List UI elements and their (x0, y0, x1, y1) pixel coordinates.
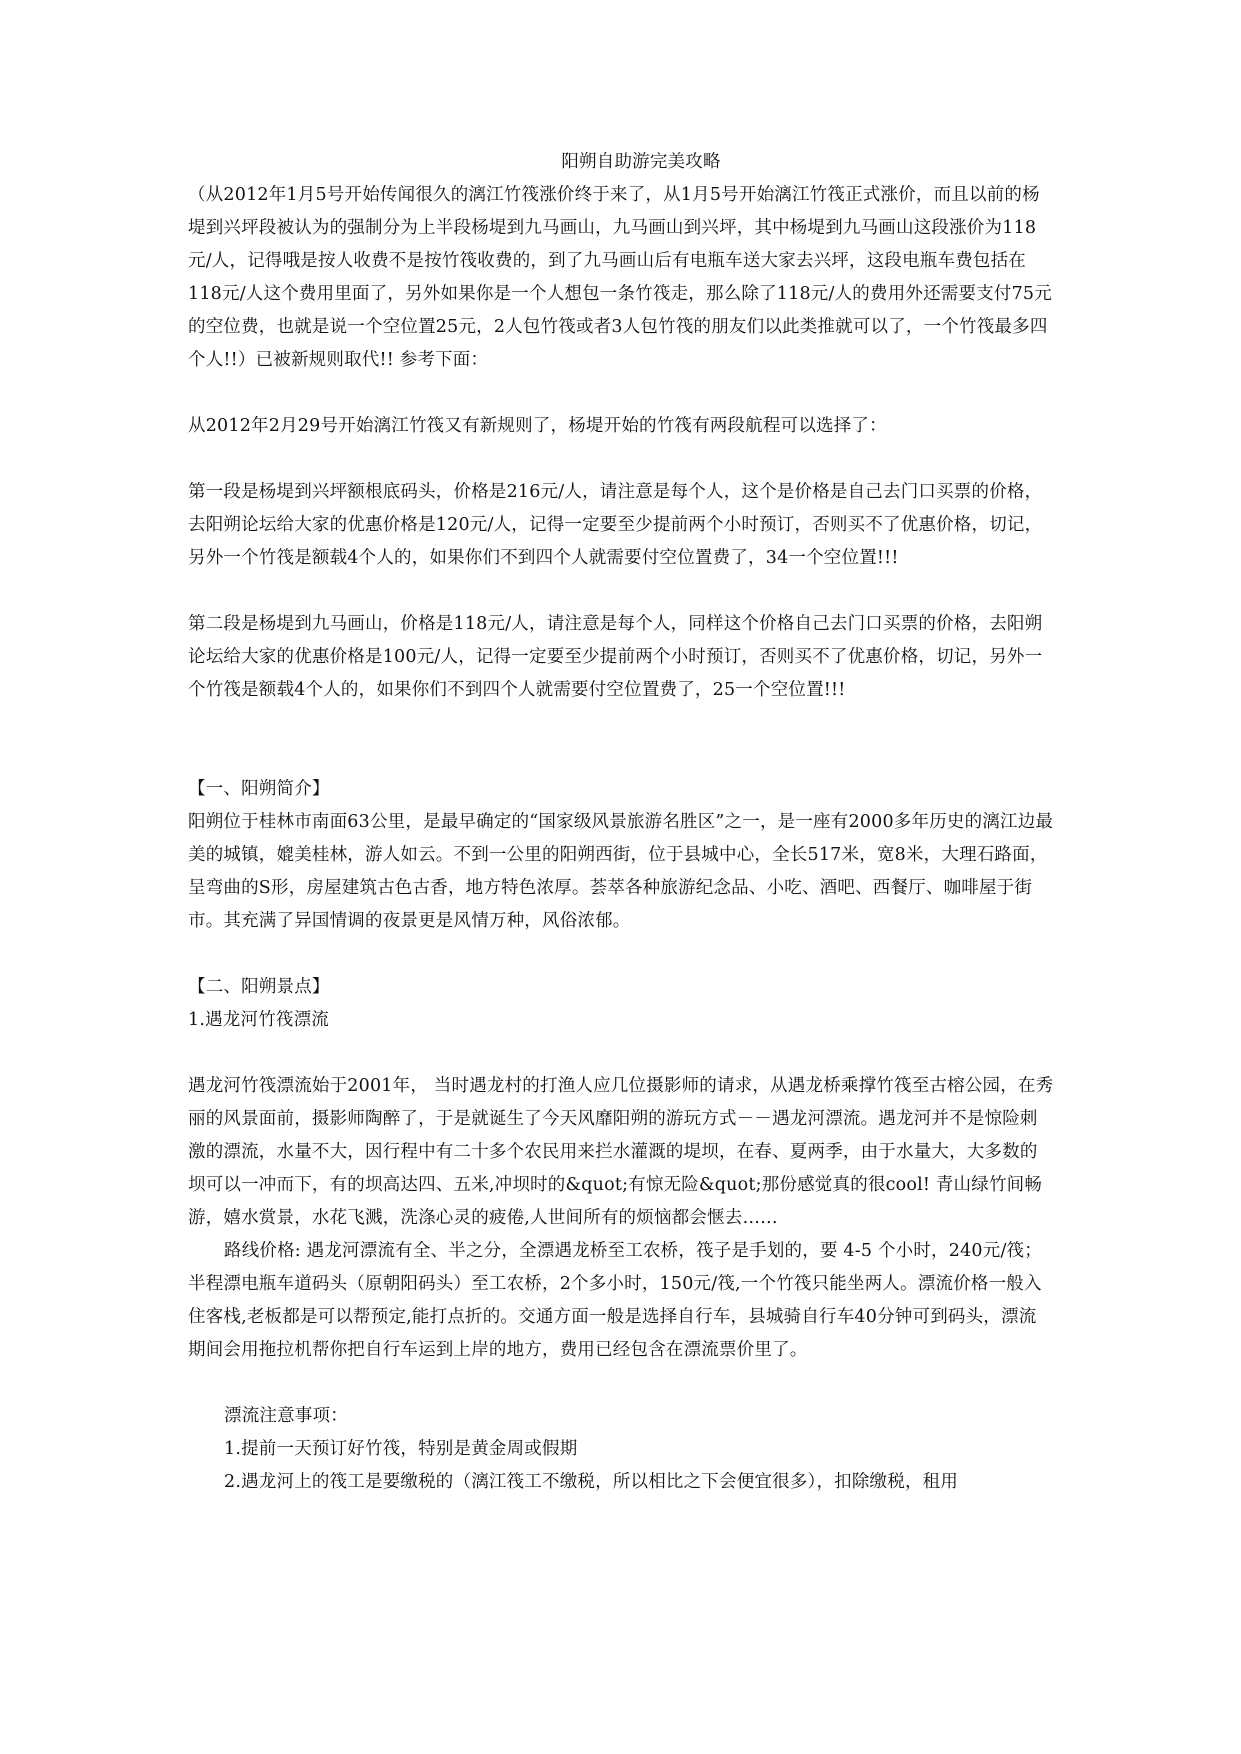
section-heading-intro: 【一、阳朔简介】 (188, 779, 330, 799)
rafting-description-paragraph: 遇龙河竹筏漂流始于2001年， 当时遇龙村的打渔人应几位摄影师的请求，从遇龙桥乘撑竹筏至古榕公园，在秀丽的风景面前，摄影师陶醉了，于是就诞生了今天风靡阳朔的游玩方式－－遇龙河漂流。遇龙河并不是惊险刺激的漂流，水量不大，因行程中有二十多个农民用来拦水灌溉的堤坝，在春、夏两季，由于水量大，大多数的坝可以一冲而下，有的坝高达四、五米,冲坝时的&quot;有惊无险&quot;那份感觉真的很cool! 青山绿竹间畅游，嬉水赏景，水花飞溅，洗涤心灵的疲倦,人世间所有的烦恼都会惬去…… (188, 1076, 1054, 1228)
blank-line (188, 1367, 1054, 1400)
document-title: 阳朔自助游完美攻略 (561, 152, 721, 172)
yangshuo-intro-paragraph: 阳朔位于桂林市南面63公里，是最早确定的“国家级风景旅游名胜区”之一，是一座有2000多年历史的漓江边最美的城镇，媲美桂林，游人如云。不到一公里的阳朔西街，位于县城中心，全长517米，宽8米，大理石路面，呈弯曲的S形，房屋建筑古色古香，地方特色浓厚。荟萃各种旅游纪念品、小吃、酒吧、西餐厅、咖啡屋于街市。其充满了异国情调的夜景更是风情万种，风俗浓郁。 (188, 812, 1054, 931)
section-heading-attractions: 【二、阳朔景点】 (188, 977, 330, 997)
blank-line (188, 707, 1054, 773)
blank-line (188, 377, 1054, 410)
note-item: 1.提前一天预订好竹筏，特别是黄金周或假期 (224, 1439, 578, 1459)
blank-line (188, 938, 1054, 971)
segment-two-paragraph: 第二段是杨堤到九马画山，价格是118元/人，请注意是每个人，同样这个价格自己去门口买票的价格，去阳朔论坛给大家的优惠价格是100元/人，记得一定要至少提前两个小时预订，否则买不了优惠价格，切记，另外一个竹筏是额载4个人的，如果你们不到四个人就需要付空位置费了，25一个空位置!!! (188, 614, 1043, 700)
blank-line (188, 443, 1054, 476)
segment-one-paragraph: 第一段是杨堤到兴坪额根底码头，价格是216元/人，请注意是每个人，这个是价格是自己去门口买票的价格，去阳朔论坛给大家的优惠价格是120元/人，记得一定要至少提前两个小时预订，否则买不了优惠价格，切记，另外一个竹筏是额载4个人的，如果你们不到四个人就需要付空位置费了，34一个空位置!!! (188, 482, 1043, 568)
document-body (188, 146, 1054, 1499)
note-item: 2.遇龙河上的筏工是要缴税的（漓江筏工不缴税，所以相比之下会便宜很多），扣除缴税，租用 (224, 1472, 959, 1492)
blank-line (188, 575, 1054, 608)
subsection-heading-rafting: 1.遇龙河竹筏漂流 (188, 1010, 329, 1030)
route-price-paragraph: 路线价格: 遇龙河漂流有全、半之分，全漂遇龙桥至工农桥，筏子是手划的，要 4-5 个小时，240元/筏；半程漂电瓶车道码头（原朝阳码头）至工农桥，2个多小时，150元/筏,一个竹筏只能坐两人。漂流价格一般入住客栈,老板都是可以帮预定,能打点折的。交通方面一般是选择自行车，县城骑自行车40分钟可到码头，漂流期间会用拖拉机帮你把自行车运到上岸的地方，费用已经包含在漂流票价里了。 (188, 1241, 1042, 1360)
intro-paragraph: （从2012年1月5号开始传闻很久的漓江竹筏涨价终于来了，从1月5号开始漓江竹筏正式涨价，而且以前的杨堤到兴坪段被认为的强制分为上半段杨堤到九马画山，九马画山到兴坪，其中杨堤到九马画山这段涨价为118元/人，记得哦是按人收费不是按竹筏收费的，到了九马画山后有电瓶车送大家去兴坪，这段电瓶车费包括在118元/人这个费用里面了，另外如果你是一个人想包一条竹筏走，那么除了118元/人的费用外还需要支付75元的空位费，也就是说一个空位置25元，2人包竹筏或者3人包竹筏的朋友们以此类推就可以了，一个竹筏最多四个人!!）已被新规则取代!! 参考下面： (188, 185, 1052, 370)
blank-line (188, 1037, 1054, 1070)
notes-heading: 漂流注意事项： (224, 1406, 348, 1426)
new-rule-paragraph: 从2012年2月29号开始漓江竹筏又有新规则了，杨堤开始的竹筏有两段航程可以选择了： (188, 416, 887, 436)
